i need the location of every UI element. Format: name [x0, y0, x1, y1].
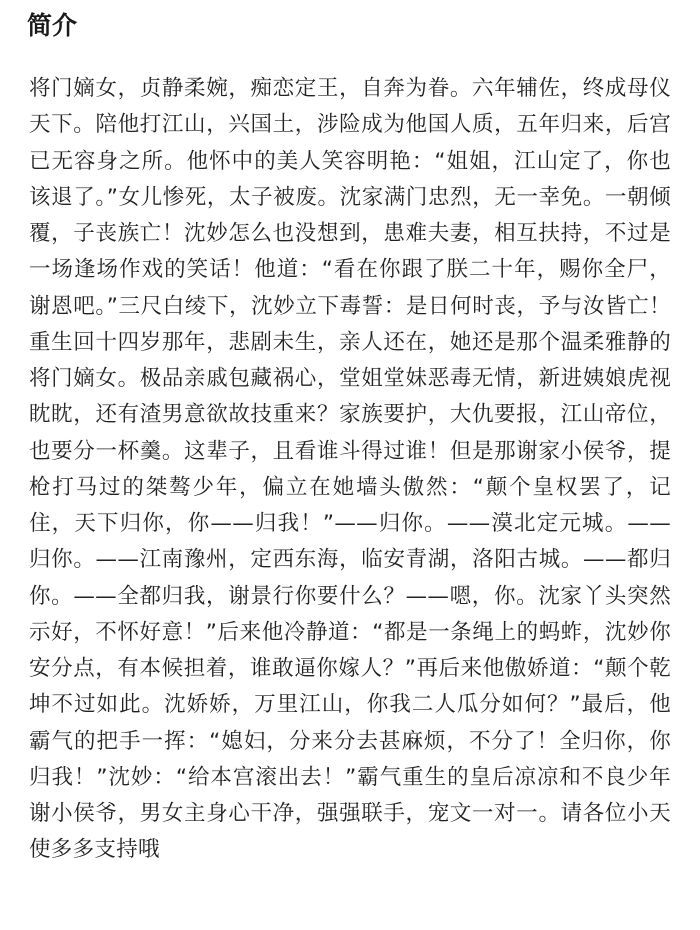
- page-title: 简介: [27, 11, 78, 40]
- synopsis-text: 将门嫡女，贞静柔婉，痴恋定王，自奔为眷。六年辅佐，终成母仪天下。陪他打江山，兴国土，涉险成为他国人质，五年归来，后宫已无容身之所。他怀中的美人笑容明艳：“姐姐，江山定了，你也该退了。”女儿惨死，太子被废。沈家满门忠烈，无一幸免。一朝倾覆，子丧族亡！沈妙怎么也没想到，患难夫妻，相互扶持，不过是一场逢场作戏的笑话！他道：“看在你跟了朕二十年，赐你全尸，谢恩吧。”三尺白绫下，沈妙立下毒誓：是日何时丧，予与汝皆亡！重生回十四岁那年，悲剧未生，亲人还在，她还是那个温柔雅静的将门嫡女。极品亲戚包藏祸心，堂姐堂妹恶毒无情，新进姨娘虎视眈眈，还有渣男意欲故技重来？家族要护，大仇要报，江山帝位，也要分一杯羹。这辈子，且看谁斗得过谁！但是那谢家小侯爷，提枪打马过的桀骜少年，偏立在她墙头傲然：“颠个皇权罢了，记住，天下归你，你——归我！”——归你。——漠北定元城。——归你。——江南豫州，定西东海，临安青湖，洛阳古城。——都归你。——全都归我，谢景行你要什么？——嗯，你。沈家丫头突然示好，不怀好意！”后来他冷静道：“都是一条绳上的蚂蚱，沈妙你安分点，有本候担着，谁敢逼你嫁人？”再后来他傲娇道：“颠个乾坤不过如此。沈娇娇，万里江山，你我二人瓜分如何？”最后，他霸气的把手一挥：“媳妇，分来分去甚麻烦，不分了！全归你，你归我！”沈妙：“给本宫滚出去！”霸气重生的皇后凉凉和不良少年谢小侯爷，男女主身心干净，强强联手，宠文一对一。请各位小天使多多支持哦: [29, 76, 671, 863]
